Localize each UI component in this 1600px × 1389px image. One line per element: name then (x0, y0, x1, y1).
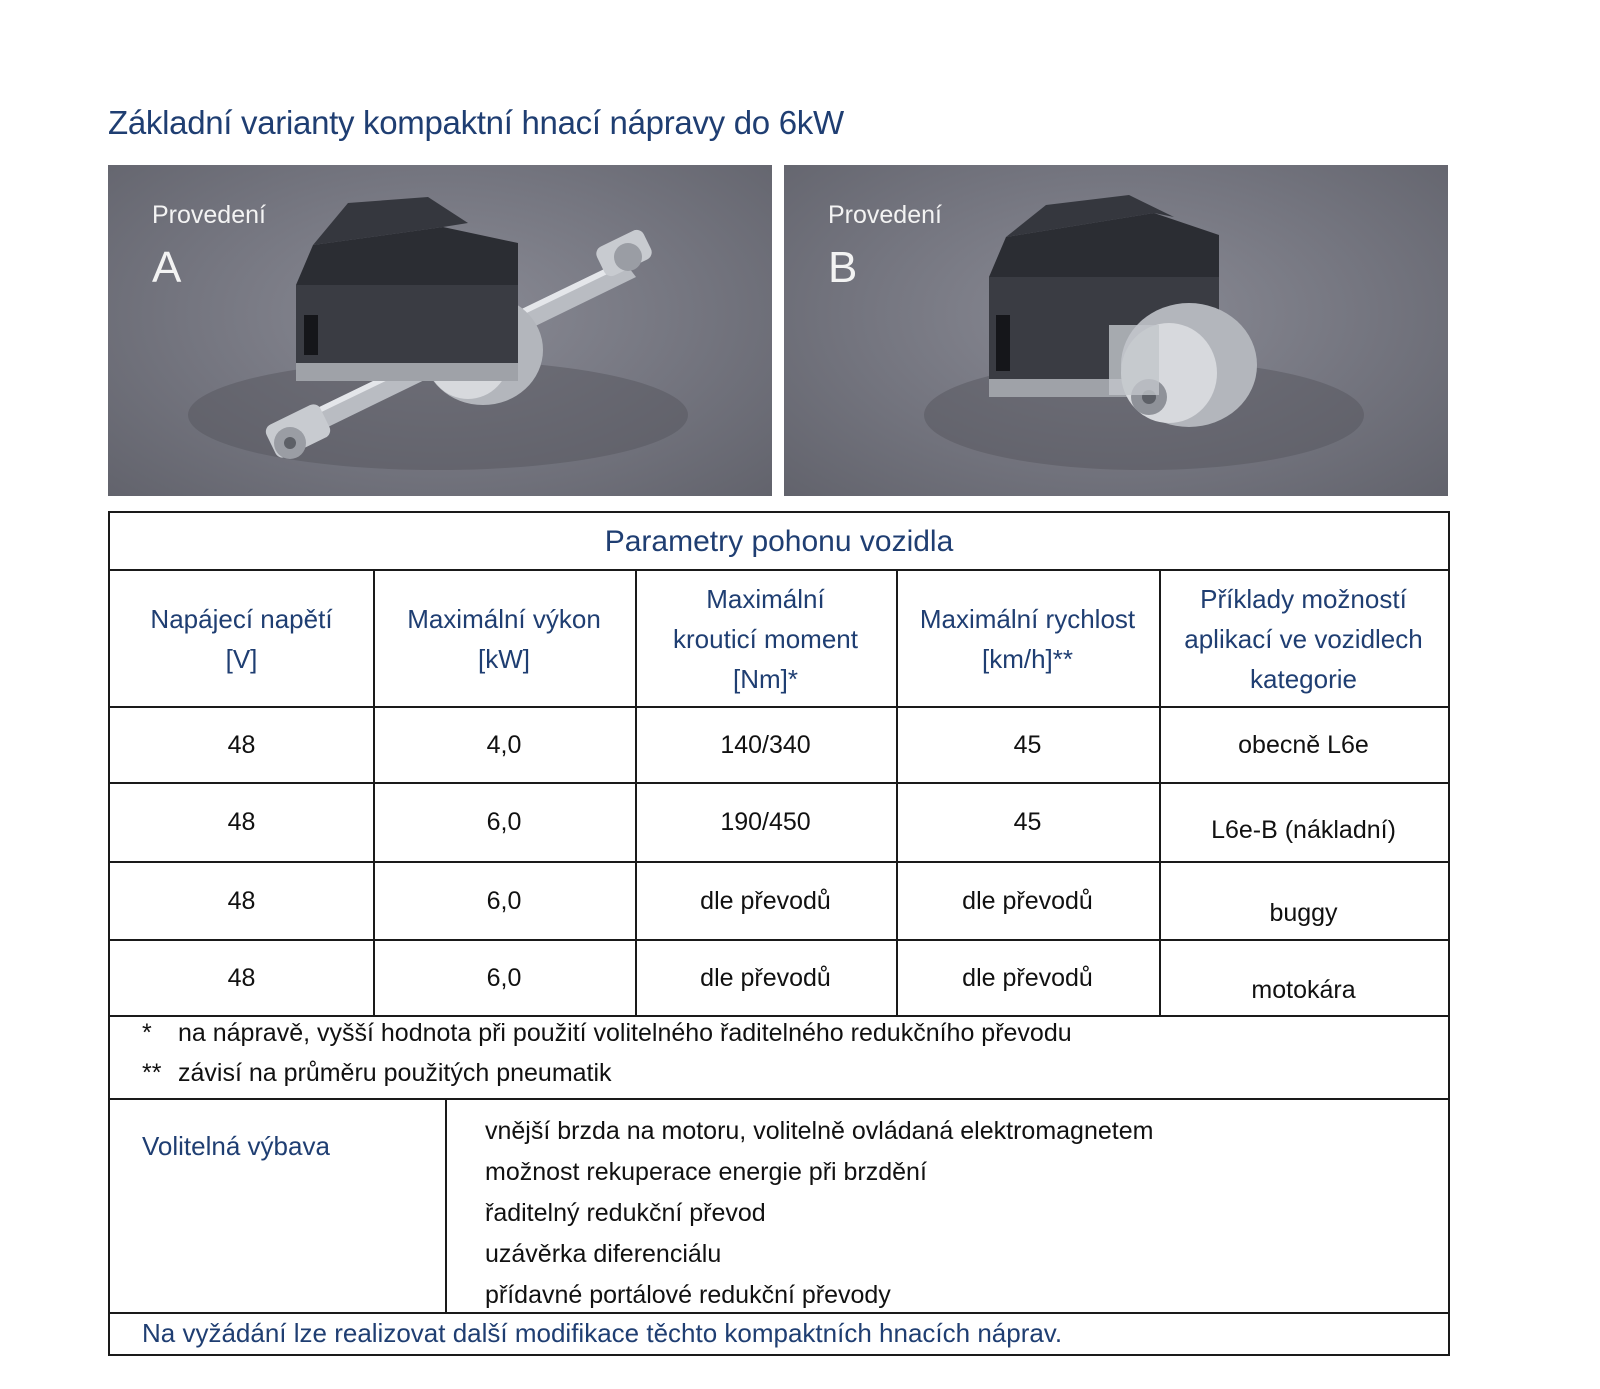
table-cell: 190/450 (720, 808, 811, 836)
table-cell: dle převodů (962, 963, 1093, 992)
footnote-speed: ** závisí na průměru použitých pneumatik (142, 1059, 612, 1087)
table-cell: 48 (227, 730, 256, 759)
optional-equipment-list (485, 1111, 1153, 1316)
header-speed: Maximální rychlost [km/h]** (919, 603, 1136, 674)
header-application: Příklady možností aplikací ve vozidlech kategorie (1184, 583, 1423, 694)
list-item: uzávěrka diferenciálu (485, 1240, 722, 1268)
optional-equipment-label: Volitelná výbava (142, 1131, 330, 1161)
table-cell: 45 (1013, 808, 1042, 836)
variant-b-caption: Provedení (828, 201, 942, 229)
table-cell: 48 (227, 808, 256, 836)
table-cell: 6,0 (486, 886, 522, 915)
table-cell: dle převodů (700, 963, 831, 992)
list-item: přídavné portálové redukční převody (485, 1281, 891, 1309)
variant-a-photo (108, 165, 772, 496)
variant-b-photo (784, 165, 1448, 496)
table-cell: 6,0 (486, 963, 522, 992)
table-cell: 140/340 (720, 730, 811, 759)
table-cell: buggy (1269, 898, 1338, 927)
list-item: vnější brzda na motoru, volitelně ovládaná elektromagnetem (485, 1117, 1154, 1145)
footer-note: Na vyžádání lze realizovat další modifikace těchto kompaktních hnacích náprav. (142, 1318, 1063, 1348)
table-cell: L6e-B (nákladní) (1211, 816, 1396, 844)
table-cell: motokára (1251, 975, 1356, 1004)
variant-a-caption: Provedení (152, 201, 266, 229)
table-title: Parametry pohonu vozidla (604, 525, 954, 558)
header-voltage: Napájecí napětí [V] (150, 603, 333, 674)
parameters-table (108, 511, 1450, 1356)
header-torque: Maximální krouticí moment [Nm]* (673, 583, 858, 694)
table-cell: 48 (227, 963, 256, 992)
table-cell: 45 (1013, 730, 1042, 759)
list-item: řaditelný redukční převod (485, 1199, 766, 1227)
table-cell: 6,0 (486, 808, 522, 836)
table-cell: obecně L6e (1238, 730, 1369, 759)
list-item: možnost rekuperace energie při brzdění (485, 1158, 927, 1186)
table-cell: 48 (227, 886, 256, 915)
page-title: Základní varianty kompaktní hnací nápravy do 6kW (108, 104, 844, 141)
footnote-torque: * na nápravě, vyšší hodnota při použití volitelného řaditelného redukčního převodu (142, 1019, 1072, 1047)
variant-a-letter: A (152, 243, 182, 292)
variant-b-letter: B (828, 243, 858, 292)
header-power: Maximální výkon [kW] (407, 603, 601, 674)
table-cell: 4,0 (486, 730, 522, 759)
table-cell: dle převodů (700, 886, 831, 915)
table-cell: dle převodů (962, 886, 1093, 915)
